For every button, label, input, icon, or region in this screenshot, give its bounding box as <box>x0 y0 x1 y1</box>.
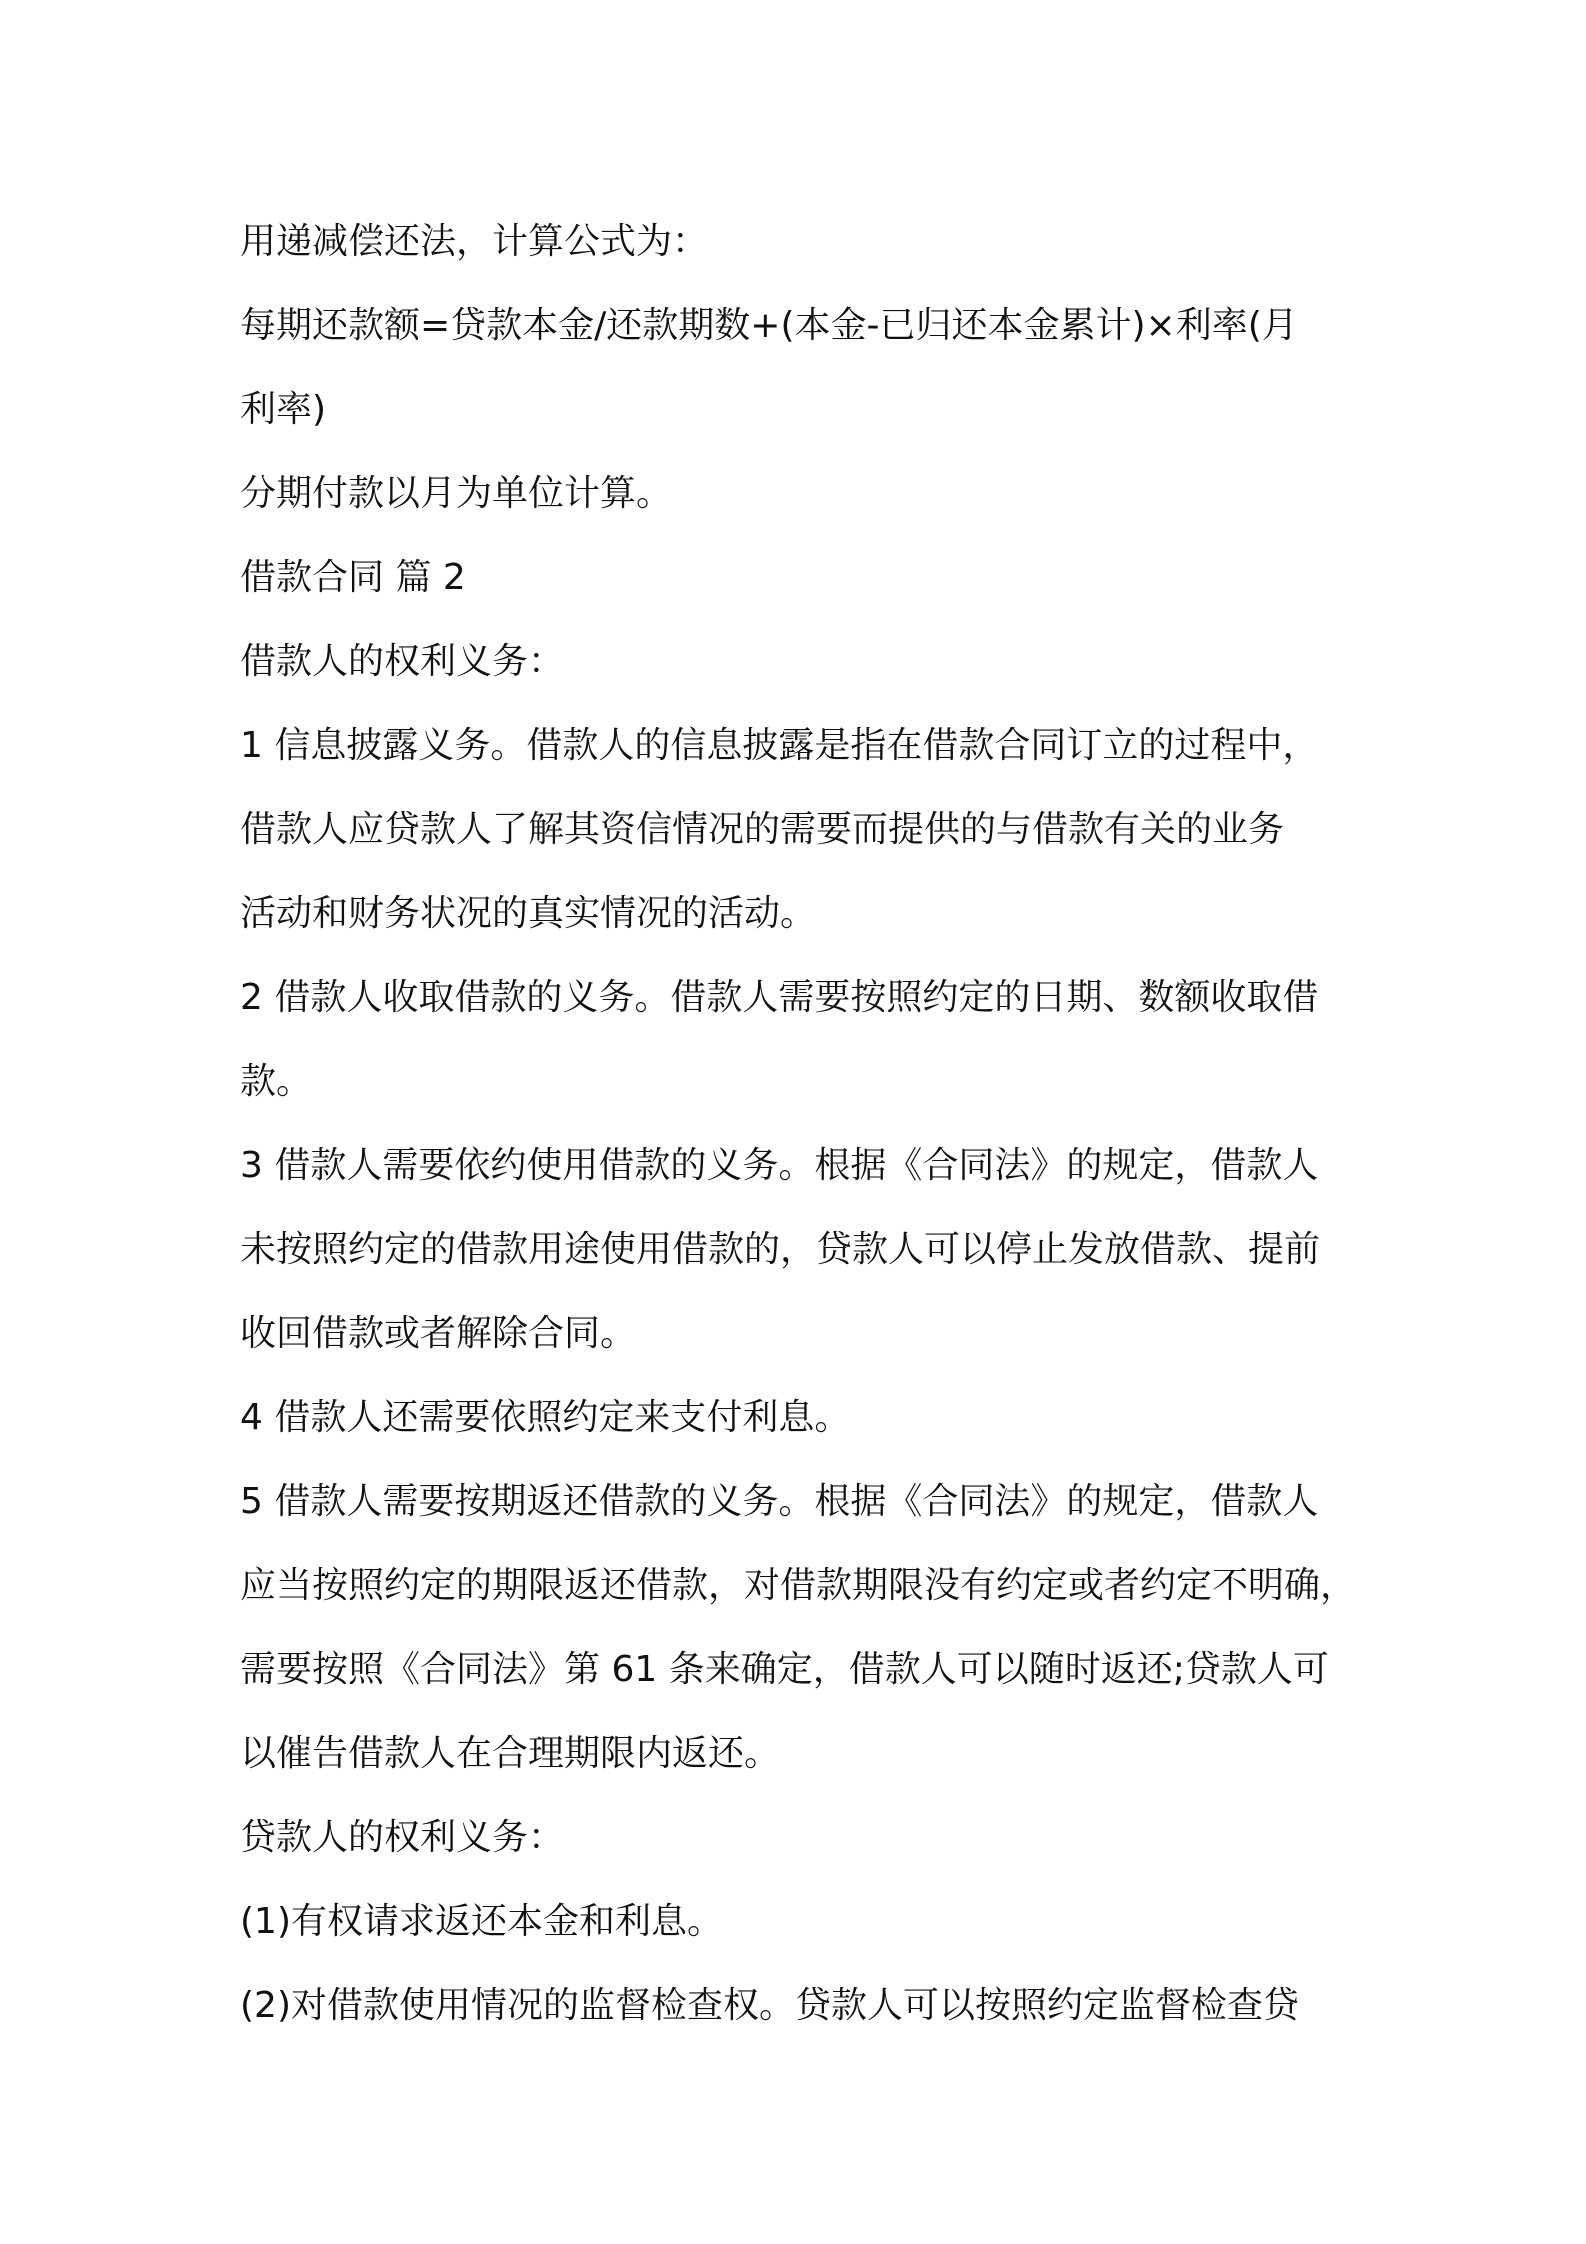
text-line: 需要按照《合同法》第 61 条来确定，借款人可以随时返还;贷款人可 <box>240 1649 1329 1690</box>
text-line: 1 信息披露义务。借款人的信息披露是指在借款合同订立的过程中， <box>240 725 1319 766</box>
text-line: 未按照约定的借款用途使用借款的，贷款人可以停止发放借款、提前 <box>240 1229 1321 1270</box>
text-line: 3 借款人需要依约使用借款的义务。根据《合同法》的规定，借款人 <box>240 1145 1319 1186</box>
text-line: 活动和财务状况的真实情况的活动。 <box>240 893 817 934</box>
text-line: 款。 <box>240 1061 313 1102</box>
section-heading: 借款合同 篇 2 <box>240 557 466 598</box>
text-line: (2)对借款使用情况的监督检查权。贷款人可以按照约定监督检查贷 <box>240 1985 1299 2026</box>
text-line: 5 借款人需要按期返还借款的义务。根据《合同法》的规定，借款人 <box>240 1481 1319 1522</box>
text-line: 收回借款或者解除合同。 <box>240 1313 637 1354</box>
text-line: 以催告借款人在合理期限内返还。 <box>240 1733 781 1774</box>
text-line: 用递减偿还法，计算公式为： <box>240 221 709 262</box>
text-line: 借款人应贷款人了解其资信情况的需要而提供的与借款有关的业务 <box>240 809 1285 850</box>
document-body <box>240 200 1360 2048</box>
subheading: 贷款人的权利义务： <box>240 1817 565 1858</box>
text-line: 2 借款人收取借款的义务。借款人需要按照约定的日期、数额收取借 <box>240 977 1319 1018</box>
text-line: 4 借款人还需要依照约定来支付利息。 <box>240 1397 851 1438</box>
text-line: 分期付款以月为单位计算。 <box>240 473 673 514</box>
text-line: 利率) <box>240 389 327 430</box>
text-line: 应当按照约定的期限返还借款，对借款期限没有约定或者约定不明确， <box>240 1565 1357 1606</box>
subheading: 借款人的权利义务： <box>240 641 565 682</box>
text-line: (1)有权请求返还本金和利息。 <box>240 1901 723 1942</box>
text-line: 每期还款额=贷款本金/还款期数+(本金-已归还本金累计)×利率(月 <box>240 305 1298 346</box>
